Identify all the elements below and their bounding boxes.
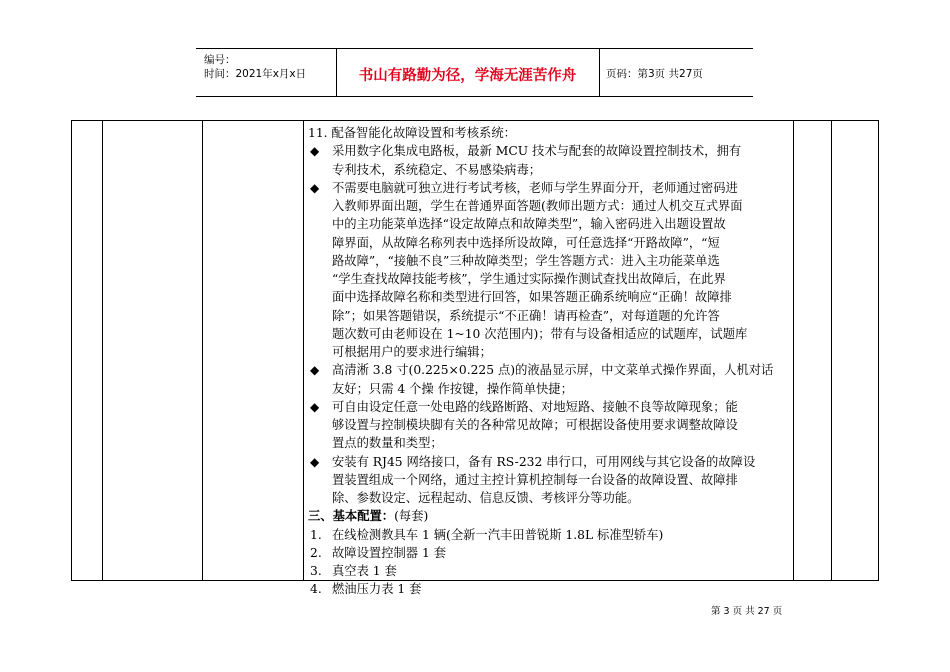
- header-info-cell: [196, 49, 337, 96]
- config-item: [308, 544, 794, 562]
- section-3-title: 三、基本配置：: [308, 508, 395, 524]
- bullet-text: 题次数可由老师设在 1~10 次范围内)；带有与设备相适应的试题库，试题库: [332, 326, 748, 341]
- bullet-item: [308, 142, 794, 160]
- spec-content-cell: [308, 124, 794, 599]
- config-number: 1.: [310, 527, 322, 542]
- bullet-text: 可根据用户的要求进行编辑；: [332, 345, 492, 359]
- config-item: [308, 580, 794, 598]
- bullet-text: 除”；如果答题错误，系统提示“不正确！请再检查”，对每道题的允许答: [332, 308, 720, 323]
- bullet-text: 入教师界面出题，学生在普通界面答题(教师出题方式：通过人机交互式界面: [332, 199, 743, 213]
- bullet-item: [308, 361, 794, 379]
- bullet-text: 置装置组成一个网络，通过主控计算机控制每一台设备的故障设置、故障排: [332, 472, 738, 487]
- table-column-divider: [202, 120, 203, 581]
- bullet-item: [308, 179, 794, 197]
- page-header: [196, 48, 753, 97]
- config-text: 燃油压力表 1 套: [332, 582, 422, 597]
- item-11-title: 11. 配备智能化故障设置和考核系统：: [308, 126, 516, 140]
- config-text: 在线检测教具车 1 辆(全新一汽丰田普锐斯 1.8L 标准型轿车): [332, 527, 664, 542]
- bullet-text: 中的主功能菜单选择“设定故障点和故障类型”，输入密码进入出题设置故: [332, 217, 726, 232]
- bullet-item: [308, 453, 794, 471]
- bullet-item: [308, 398, 794, 416]
- section-3-heading: [308, 507, 794, 525]
- config-text: 故障设置控制器 1 套: [332, 545, 447, 560]
- bullet-text: 可自由设定任意一处电路的线路断路、对地短路、接触不良等故障现象；能: [332, 399, 738, 414]
- bullet-text: 除、参数设定、远程起动、信息反馈、考核评分等功能。: [332, 491, 640, 505]
- diamond-bullet-icon: ◆: [310, 180, 320, 195]
- bullet-text: 障界面，从故障名称列表中选择所设故障，可任意选择“开路故障”，“短: [332, 235, 720, 250]
- diamond-bullet-icon: ◆: [310, 399, 320, 414]
- bullet-text: 路故障”，“接触不良”三种故障类型；学生答题方式：进入主功能菜单选: [332, 253, 720, 268]
- bullet-text: 高清淅 3.8 寸(0.225×0.225 点)的液晶显示屏，中文菜单式操作界面，人机对话: [332, 363, 774, 378]
- page-code: 页码：第3页 共27页: [606, 68, 703, 80]
- bullet-text: 专利技术，系统稳定、不易感染病毒；: [332, 162, 542, 177]
- section-3-qualifier: (每套): [394, 509, 429, 524]
- time-label: 时间：2021年x月x日: [204, 68, 307, 80]
- bullet-text: 面中选择故障名称和类型进行回答，如果答题正确系统响应“正确！故障排: [332, 290, 732, 305]
- header-page-cell: [600, 49, 753, 96]
- table-column-divider: [831, 120, 832, 581]
- bullet-text: 友好；只需 4 个操 作按键，操作简单快捷；: [332, 381, 573, 396]
- bullet-text: 够设置与控制模块脚有关的各种常见故障；可根据设备使用要求调整故障设: [332, 418, 738, 432]
- diamond-bullet-icon: ◆: [310, 363, 320, 378]
- config-text: 真空表 1 套: [332, 564, 397, 578]
- diamond-bullet-icon: ◆: [310, 454, 320, 469]
- motto-text: 书山有路勤为径，学海无涯苦作舟: [358, 68, 577, 84]
- bullet-text: 安装有 RJ45 网络接口，备有 RS-232 串行口，可用网线与其它设备的故障设: [332, 454, 756, 469]
- config-number: 4.: [310, 582, 322, 597]
- bullet-text: 采用数字化集成电路板，最新 MCU 技术与配套的故障设置控制技术，拥有: [332, 144, 742, 159]
- table-column-divider: [102, 120, 103, 581]
- serial-label: 编号：: [204, 54, 236, 66]
- table-column-divider: [303, 120, 304, 581]
- config-item: [308, 562, 794, 580]
- config-number: 3.: [310, 564, 322, 578]
- config-number: 2.: [310, 545, 322, 560]
- config-item: [308, 526, 794, 544]
- page-footer: 第 3 页 共 27 页: [711, 606, 783, 617]
- bullet-text: “学生查找故障技能考核”，学生通过实际操作测试查找出故障后，在此界: [332, 272, 726, 286]
- diamond-bullet-icon: ◆: [310, 144, 320, 159]
- bullet-text: 不需要电脑就可独立进行考试考核，老师与学生界面分开，老师通过密码进: [332, 180, 738, 195]
- bullet-text: 置点的数量和类型；: [332, 436, 443, 451]
- header-motto-cell: [336, 49, 600, 96]
